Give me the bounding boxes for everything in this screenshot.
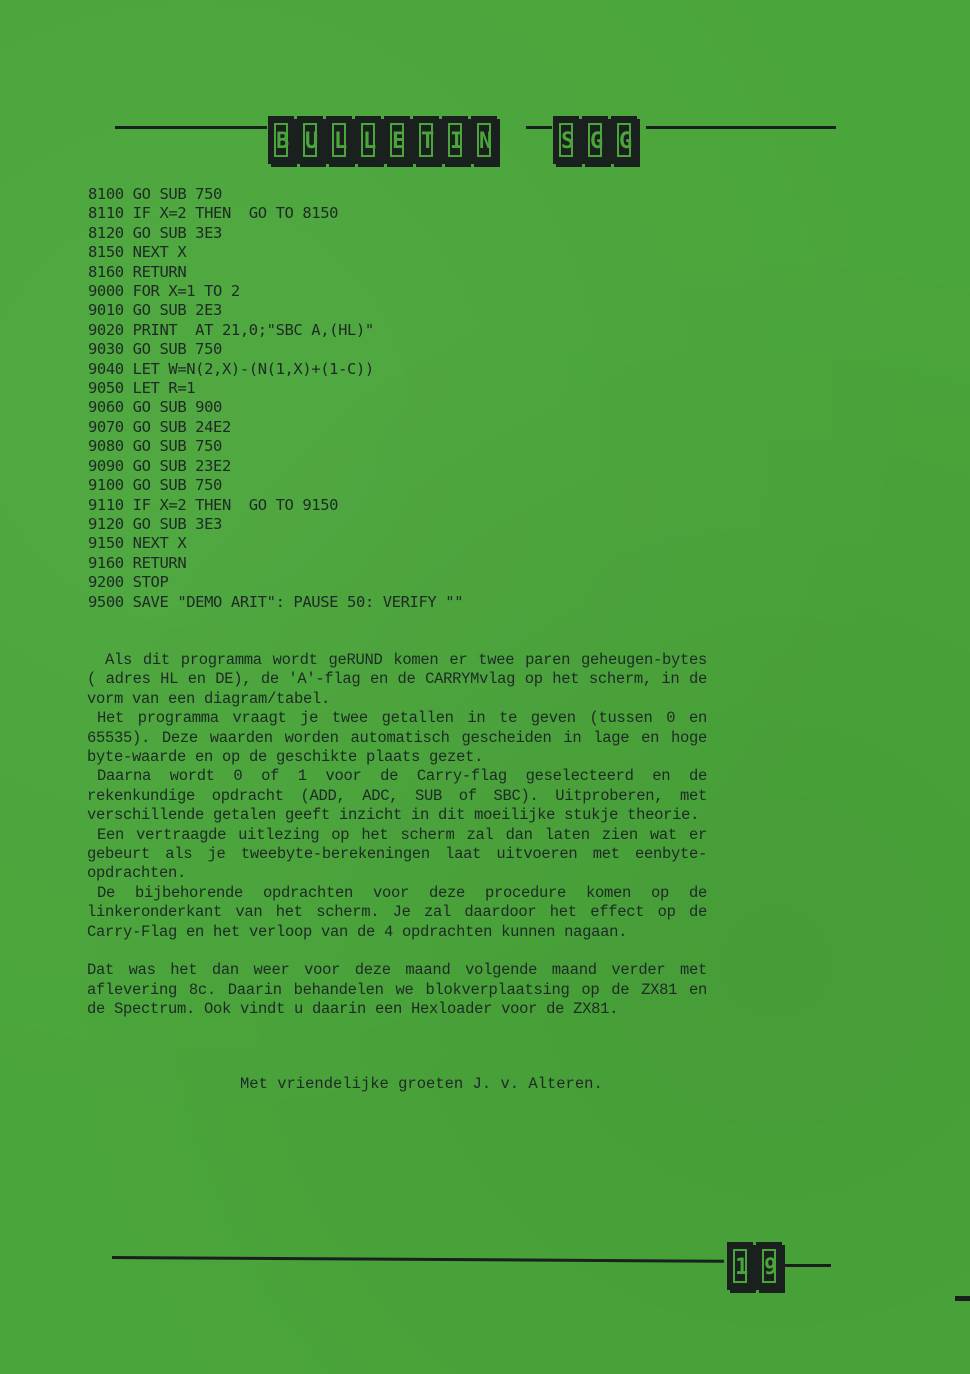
code-line: 9500 SAVE "DEMO ARIT": PAUSE 50: VERIFY "" xyxy=(88,592,464,611)
title-letter-box: T xyxy=(413,116,439,164)
page-digit-box: 1 xyxy=(727,1242,753,1290)
article-body xyxy=(87,651,707,1019)
code-line: 9150 NEXT X xyxy=(88,534,187,553)
code-line: 8150 NEXT X xyxy=(88,243,187,262)
code-line: 8120 GO SUB 3E3 xyxy=(88,223,222,242)
code-line: 9090 GO SUB 23E2 xyxy=(88,456,231,475)
title-letter-box: E xyxy=(384,116,410,164)
header-rule-right xyxy=(646,126,836,129)
code-line: 9030 GO SUB 750 xyxy=(88,340,222,359)
code-line: 9160 RETURN xyxy=(88,553,187,572)
header-rule-middle xyxy=(526,126,552,129)
header-rule-left xyxy=(115,126,267,129)
code-line: 8110 IF X=2 THEN GO TO 8150 xyxy=(88,204,339,223)
title-letter-box: B xyxy=(268,116,294,164)
code-line: 8160 RETURN xyxy=(88,262,187,281)
title-letter-box: L xyxy=(355,116,381,164)
page-digit-box: 9 xyxy=(756,1242,782,1290)
code-line: 9070 GO SUB 24E2 xyxy=(88,417,231,436)
bulletin-subtitle xyxy=(553,116,637,164)
paragraph: Het programma vraagt je twee getallen in te geven (tussen 0 en 65535). Deze waarden worden automatisch gescheiden in lage en hoge byte-waarde en op de geschikte plaats gezet. xyxy=(87,709,707,767)
title-letter-box: U xyxy=(297,116,323,164)
code-line: 9060 GO SUB 900 xyxy=(88,398,222,417)
code-line: 9010 GO SUB 2E3 xyxy=(88,301,222,320)
code-line: 8100 GO SUB 750 xyxy=(88,185,222,203)
code-line: 9120 GO SUB 3E3 xyxy=(88,514,222,533)
footer-rule-left xyxy=(112,1256,724,1263)
paragraph: Dat was het dan weer voor deze maand volgende maand verder met aflevering 8c. Daarin behandelen we blokverplaatsing op de ZX81 en de Spectrum. Ook vindt u daarin een Hexloader voor de ZX81. xyxy=(87,961,707,1018)
subtitle-letter-box: G xyxy=(611,116,637,164)
title-letter-box: I xyxy=(442,116,468,164)
code-line: 9100 GO SUB 750 xyxy=(88,476,222,495)
paragraph: Een vertraagde uitlezing op het scherm zal dan laten zien wat er gebeurt als je tweebyte-berekeningen laat uitvoeren met eenbyte-opdrachten. xyxy=(87,825,707,883)
code-line: 9040 LET W=N(2,X)-(N(1,X)+(1-C)) xyxy=(88,359,374,378)
title-letter-box: L xyxy=(326,116,352,164)
paragraph: De bijbehorende opdrachten voor deze procedure komen op de linkeronderkant van het scherm. Je zal daardoor het effect op de Carry-Flag en het verloop van de 4 opdrachten kunnen nagaan. xyxy=(87,883,707,941)
paragraph: Daarna wordt 0 of 1 voor de Carry-flag geselecteerd en de rekenkundige opdracht (ADD, ADC, SUB of SBC). Uitproberen, met verschillende getalen geeft inzicht in dit moeilijke stukje theorie. xyxy=(87,767,707,825)
code-line: 9020 PRINT AT 21,0;"SBC A,(HL)" xyxy=(88,320,374,339)
code-line: 9110 IF X=2 THEN GO TO 9150 xyxy=(88,495,339,514)
basic-code-listing xyxy=(88,185,463,612)
edge-mark xyxy=(955,1296,970,1301)
subtitle-letter-box: G xyxy=(582,116,608,164)
code-line: 9050 LET R=1 xyxy=(88,379,196,398)
paragraph: Als dit programma wordt geRUND komen er twee paren geheugen-bytes ( adres HL en DE), de 'A'-flag en de CARRYMvlag op het scherm, in de vorm van een diagram/tabel. xyxy=(87,651,707,708)
page-number xyxy=(727,1242,782,1290)
signoff: Met vriendelijke groeten J. v. Alteren. xyxy=(240,1075,603,1093)
footer-rule-right xyxy=(781,1264,831,1267)
code-line: 9080 GO SUB 750 xyxy=(88,437,222,456)
code-line: 9200 STOP xyxy=(88,573,169,592)
subtitle-letter-box: S xyxy=(553,116,579,164)
bulletin-title xyxy=(268,116,497,164)
code-line: 9000 FOR X=1 TO 2 xyxy=(88,282,240,301)
title-letter-box: N xyxy=(471,116,497,164)
